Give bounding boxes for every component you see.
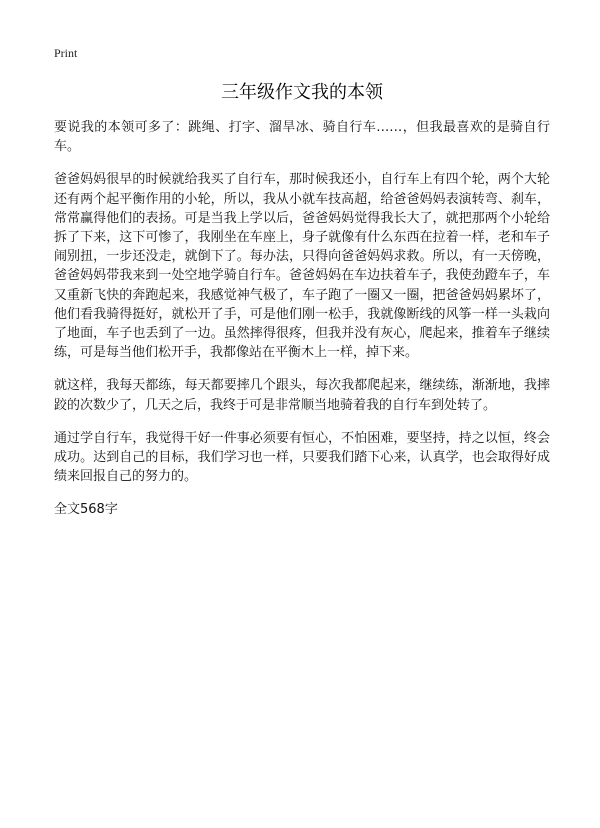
word-count: 全文568字 bbox=[54, 502, 118, 518]
paragraph-practice: 就这样，我每天都练，每天都要摔几个跟头，每次我都爬起来，继续练，渐渐地，我摔跤的次数少了，几天之后，我终于可是非常顺当地骑着我的自行车到处转了。 bbox=[54, 378, 550, 413]
article-title: 三年级作文我的本领 bbox=[221, 82, 383, 103]
article-body bbox=[54, 118, 550, 519]
paragraph-story: 爸爸妈妈很早的时候就给我买了自行车，那时候我还小，自行车上有四个轮，两个大轮还有两个起平衡作用的小轮，所以，我从小就车技高超，给爸爸妈妈表演转弯、刹车，常常赢得他们的表扬。可是当我上学以后，爸爸妈妈觉得我长大了，就把那两个小轮给拆了下来，这下可惨了，我刚坐在车座上，身子就像有什么东西在拉着一样，老和车子闹别扭，一步还没走，就倒下了。每办法，只得向爸爸妈妈求救。所以，有一天傍晚，爸爸妈妈带我来到一处空地学骑自行车。爸爸妈妈在车边扶着车子，我使劲蹬车子，车又重新飞快的奔跑起来，我感觉神气极了，车子跑了一圈又一圈，把爸爸妈妈累坏了，他们看我骑得挺好，就松开了手，可是他们刚一松手，我就像断线的风筝一样一头栽向了地面，车子也丢到了一边。虽然摔得很疼，但我并没有灰心，爬起来，推着车子继续练，可是每当他们松开手，我都像站在平衡木上一样，掉下来。 bbox=[54, 172, 550, 361]
paragraph-conclusion: 通过学自行车，我觉得干好一件事必须要有恒心，不怕困难，要坚持，持之以恒，终会成功。达到自己的目标，我们学习也一样，只要我们踏下心来，认真学，也会取得好成绩来回报自己的努力的。 bbox=[54, 430, 550, 485]
print-link[interactable]: Print bbox=[54, 46, 78, 60]
paragraph-intro: 要说我的本领可多了：跳绳、打字、溜旱冰、骑自行车……，但我最喜欢的是骑自行车。 bbox=[54, 120, 550, 155]
